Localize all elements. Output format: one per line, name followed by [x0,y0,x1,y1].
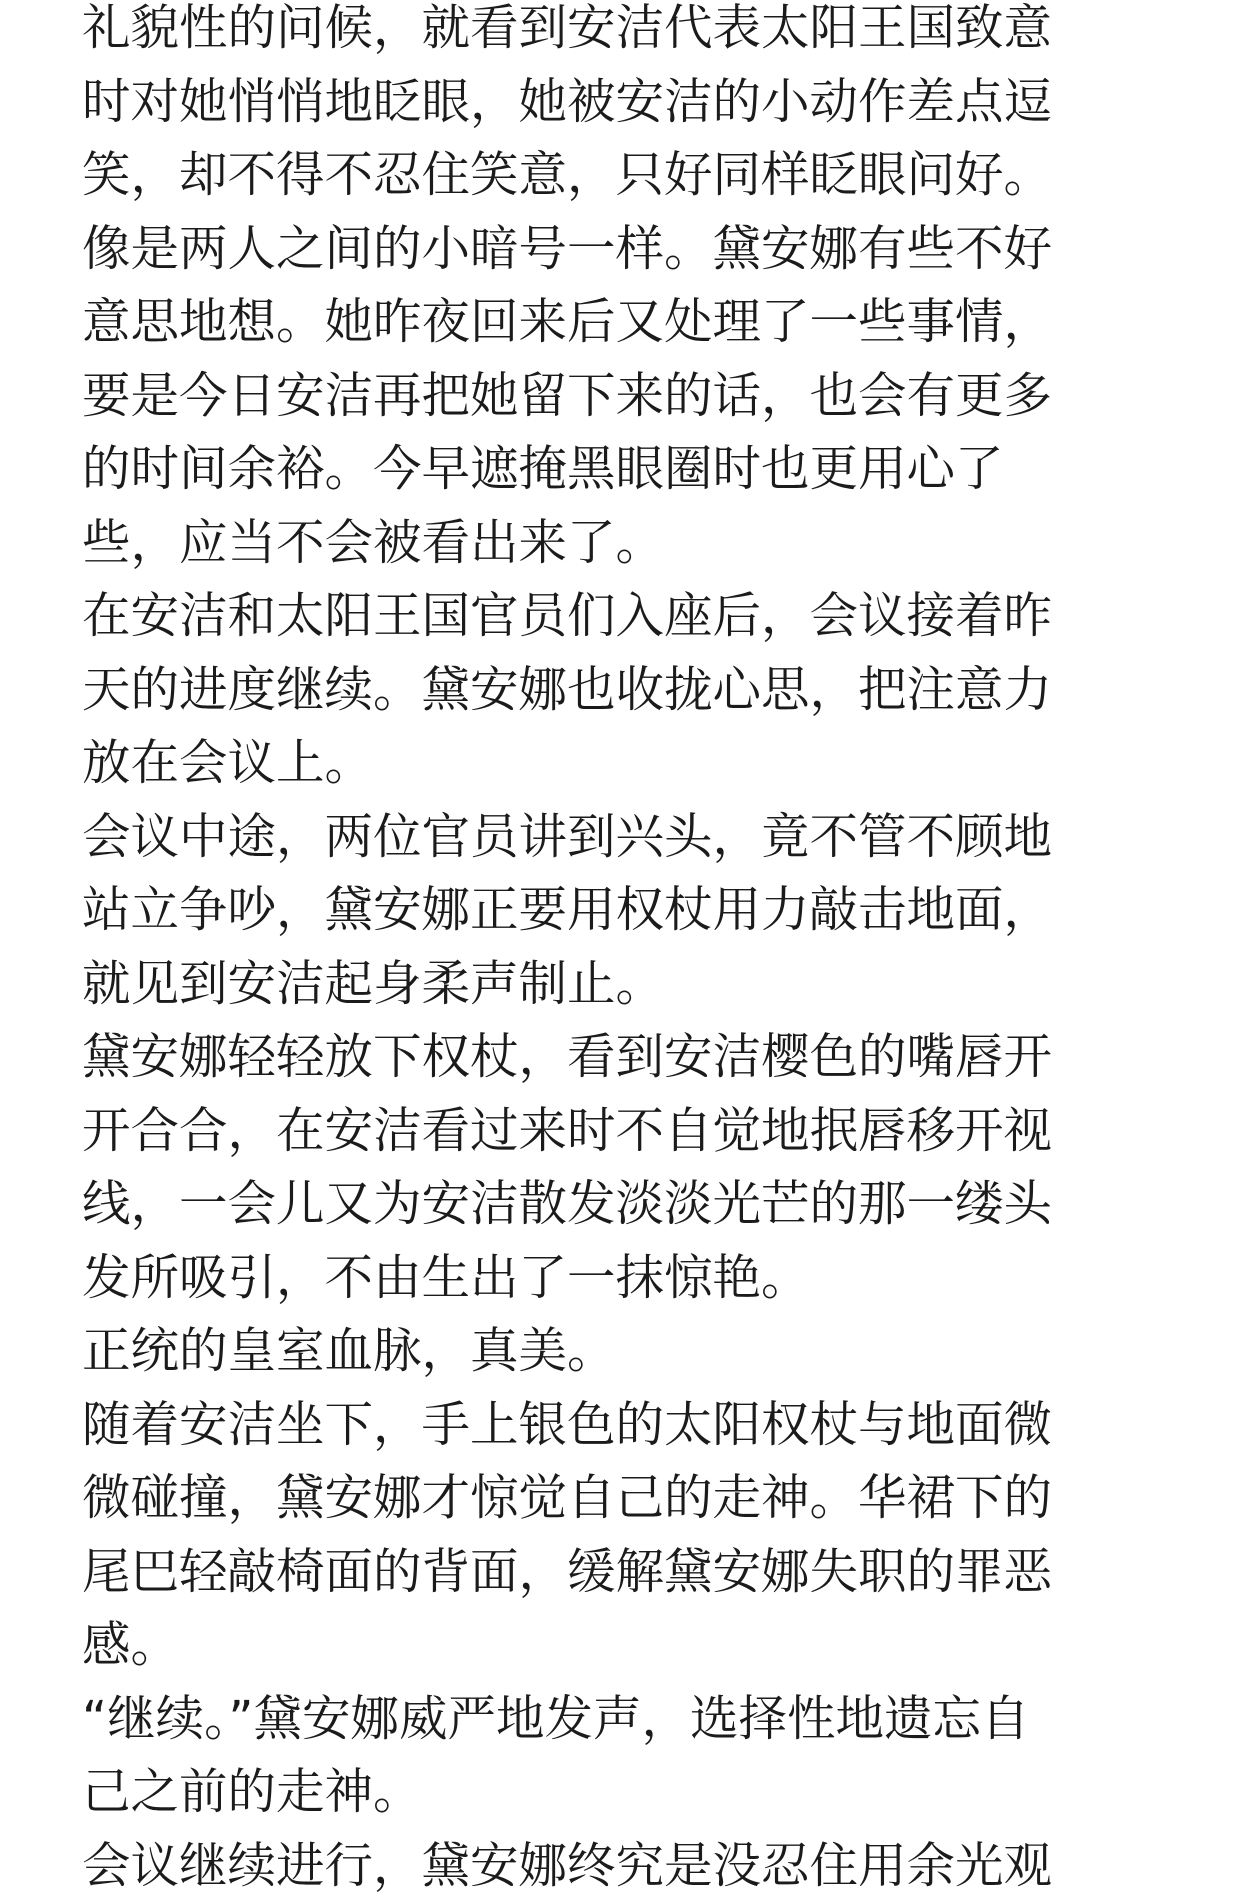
text-line: 黛安娜轻轻放下权杖，看到安洁樱色的嘴唇开 [82,1029,1053,1085]
text-line: 己之前的走神。 [82,1764,422,1820]
text-line: 尾巴轻敲椅面的背面，缓解黛安娜失职的罪恶 [82,1543,1053,1600]
text-line: 随着安洁坐下，手上银色的太阳权杖与地面微 [82,1396,1053,1453]
text-line: 在安洁和太阳王国官员们入座后，会议接着昨 [82,588,1053,644]
text-line: 意思地想。她昨夜回来后又处理了一些事情， [82,294,1053,350]
text-line: 站立争吵，黛安娜正要用权杖用力敲击地面， [82,882,1053,938]
text-line: 线，一会儿又为安洁散发淡淡光芒的那一缕头 [82,1176,1053,1232]
text-line: 会议中途，两位官员讲到兴头，竟不管不顾地 [82,808,1053,865]
text-line: 微碰撞，黛安娜才惊觉自己的走神。华裙下的 [82,1470,1053,1526]
text-line: 时对她悄悄地眨眼，她被安洁的小动作差点逗 [82,73,1053,130]
text-line: 像是两人之间的小暗号一样。黛安娜有些不好 [82,220,1053,277]
text-line: 天的进度继续。黛安娜也收拢心思，把注意力 [82,661,1053,718]
text-line: 笑，却不得不忍住笑意，只好同样眨眼问好。 [82,147,1053,203]
text-line: 就见到安洁起身柔声制止。 [82,955,665,1012]
text-line: “继续。”黛安娜威严地发声，选择性地遗忘自 [82,1690,1030,1747]
text-line: 发所吸引，不由生出了一抹惊艳。 [82,1249,810,1306]
text-line: 礼貌性的问候，就看到安洁代表太阳王国致意 [82,0,1053,56]
text-line: 的时间余裕。今早遮掩黑眼圈时也更用心了 [82,441,1004,497]
story-text [82,0,1130,1892]
text-line: 感。 [82,1617,180,1673]
text-line: 正统的皇室血脉，真美。 [82,1323,616,1379]
text-line: 会议继续进行，黛安娜终究是没忍住用余光观 [82,1837,1053,1892]
text-line: 开合合，在安洁看过来时不自觉地抿唇移开视 [82,1102,1053,1159]
text-line: 些，应当不会被看出来了。 [82,514,665,571]
text-line: 放在会议上。 [82,735,374,791]
text-line: 要是今日安洁再把她留下来的话，也会有更多 [82,367,1053,424]
